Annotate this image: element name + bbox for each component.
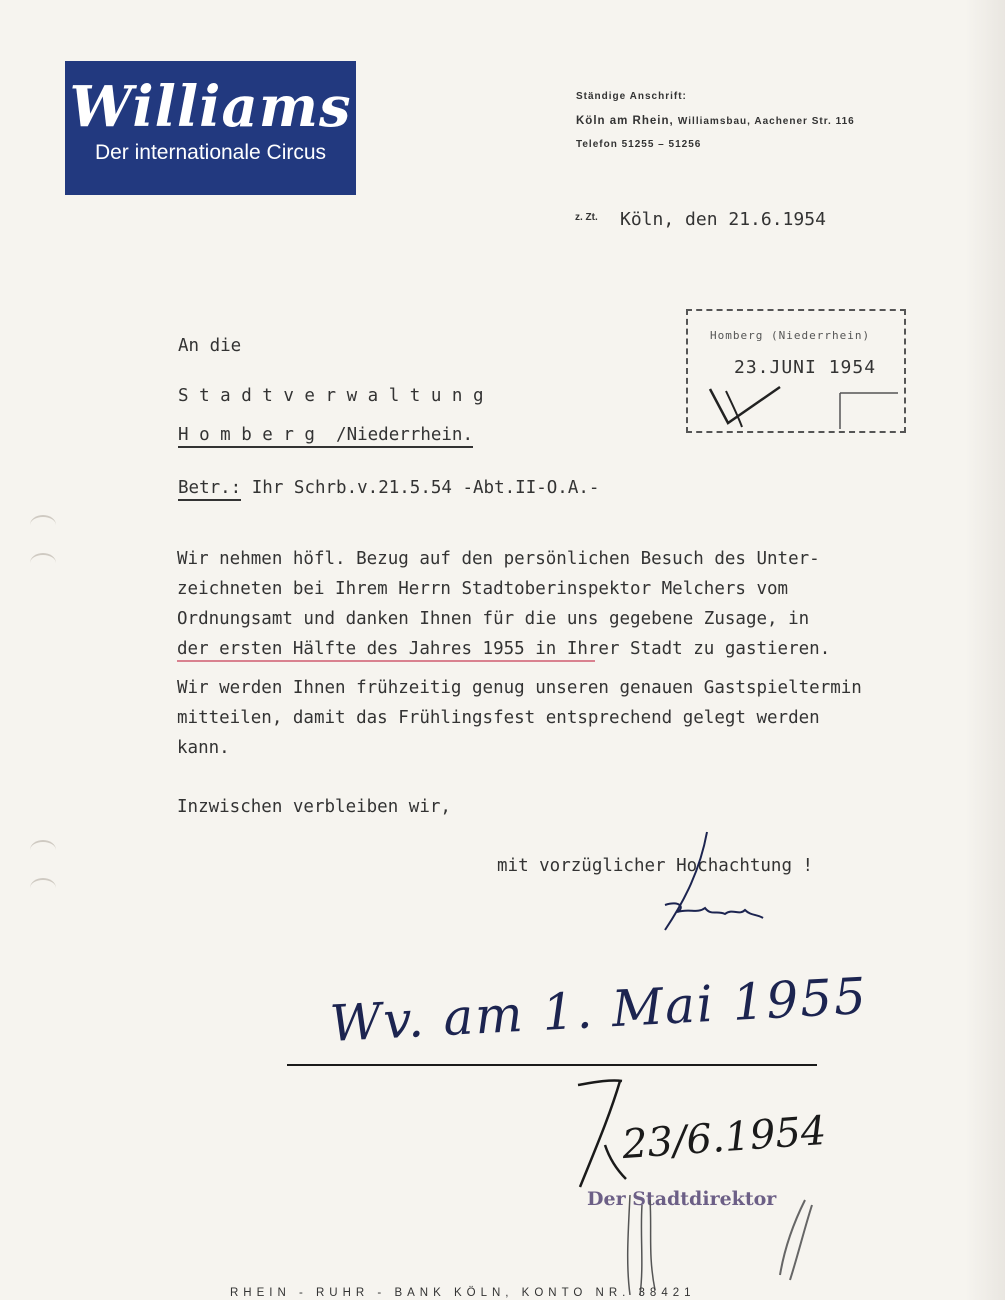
body-line: kann. — [177, 738, 230, 758]
subject-label: Betr.: — [178, 478, 241, 501]
body-line: Ordnungsamt und danken Ihnen für die uns gegebene Zusage, in — [177, 609, 810, 629]
address-phone: Telefon 51255 – 51256 — [576, 139, 702, 150]
stamp-check-mark — [688, 311, 904, 431]
subject-text: Ihr Schrb.v.21.5.54 -Abt.II-O.A.- — [251, 478, 600, 498]
subject-line — [178, 478, 599, 498]
body-line: Wir nehmen höfl. Bezug auf den persönlichen Besuch des Unter- — [177, 549, 820, 569]
recipient-line-3 — [178, 425, 473, 445]
handwritten-note: Wv. am 1. Mai 1955 — [328, 966, 870, 1053]
body-line: zeichneten bei Ihrem Herrn Stadtoberinspektor Melchers vom — [177, 579, 789, 599]
body-line: der ersten Hälfte des Jahres 1955 in Ihrer Stadt zu gastieren. — [177, 639, 831, 659]
punch-hole — [30, 878, 56, 898]
recipient-city: H o m b e r g /Niederrhein. — [178, 425, 473, 448]
handwritten-date: 23/6.1954 — [620, 1107, 828, 1169]
stamp-place: Homberg (Niederrhein) — [710, 329, 871, 342]
red-underline-mark — [177, 660, 595, 662]
body-line: Inzwischen verbleiben wir, — [177, 797, 451, 817]
received-stamp — [686, 309, 906, 433]
address-city: Köln am Rhein, — [576, 115, 674, 127]
logo-subtitle: Der internationale Circus — [94, 141, 327, 164]
office-stamp: Der Stadtdirektor — [587, 1188, 777, 1210]
handwritten-underline — [287, 1064, 817, 1066]
letterhead-address — [576, 89, 855, 161]
address-label: Ständige Anschrift: — [576, 91, 687, 102]
recipient-line-1: An die — [178, 336, 242, 356]
punch-hole — [30, 553, 56, 573]
circus-logo — [65, 61, 356, 195]
dateline-prefix: z. Zt. — [575, 212, 598, 223]
signature — [645, 830, 775, 940]
logo-brand: Williams — [69, 74, 352, 140]
paper-edge-shadow — [965, 0, 1005, 1300]
address-street: Williamsbau, Aachener Str. 116 — [677, 116, 855, 127]
recipient-line-2: S t a d t v e r w a l t u n g — [178, 386, 484, 406]
pencil-scribbles — [600, 1195, 820, 1295]
body-line: Wir werden Ihnen frühzeitig genug unseren genauen Gastspieltermin — [177, 678, 862, 698]
dateline: Köln, den 21.6.1954 — [620, 209, 826, 230]
address-line — [576, 113, 855, 137]
stamp-date: 23.JUNI 1954 — [734, 357, 877, 378]
punch-hole — [30, 515, 56, 535]
punch-hole — [30, 840, 56, 860]
body-line: mitteilen, damit das Frühlingsfest entsprechend gelegt werden — [177, 708, 820, 728]
bank-footer: RHEIN - RUHR - BANK KÖLN, KONTO NR. 38421 — [230, 1287, 696, 1299]
closing-line: mit vorzüglicher Hochachtung ! — [497, 856, 814, 876]
